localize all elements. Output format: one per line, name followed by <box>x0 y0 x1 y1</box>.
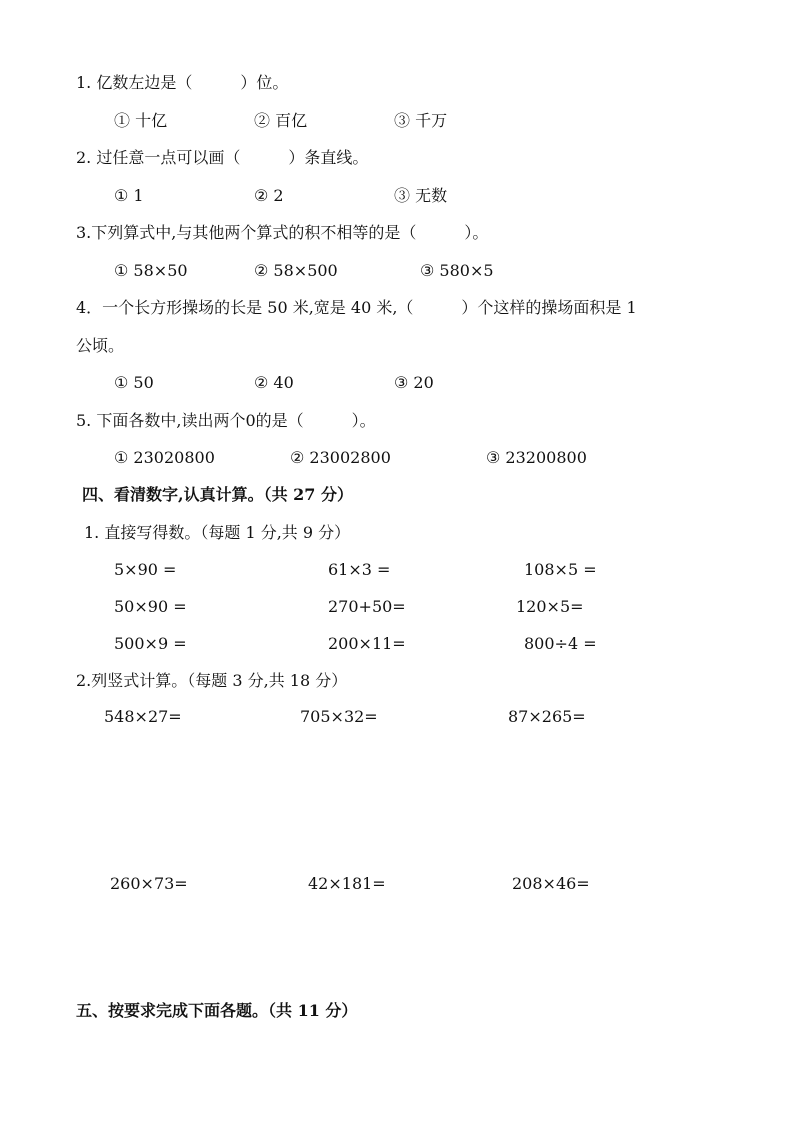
question-1-option-b: ② 百亿 <box>254 111 308 130</box>
part-1-title: 1. 直接写得数。（每题 1 分,共 9 分） <box>84 523 351 542</box>
question-1-option-a: ① 十亿 <box>114 111 168 130</box>
oral-calc-item: 108×5 = <box>524 560 597 579</box>
section-5-heading: 五、按要求完成下面各题。（共 11 分） <box>76 1001 358 1020</box>
question-4-option-c: ③ 20 <box>394 373 434 392</box>
vertical-calc-item: 208×46= <box>512 874 590 893</box>
question-5-option-b: ② 23002800 <box>290 448 391 467</box>
oral-calc-item: 61×3 = <box>328 560 391 579</box>
oral-calc-item: 500×9 = <box>114 634 187 653</box>
question-3-option-a: ① 58×50 <box>114 261 188 280</box>
question-3-stem: 3.下列算式中,与其他两个算式的积不相等的是（ ）。 <box>76 223 489 242</box>
question-2-option-b: ② 2 <box>254 186 284 205</box>
vertical-calc-item: 705×32= <box>300 707 378 726</box>
vertical-calc-item: 548×27= <box>104 707 182 726</box>
vertical-calc-item: 42×181= <box>308 874 386 893</box>
question-1-stem: 1. 亿数左边是（ ）位。 <box>76 73 289 92</box>
section-4-heading: 四、看清数字,认真计算。（共 27 分） <box>82 485 353 504</box>
oral-calc-item: 800÷4 = <box>524 634 597 653</box>
question-2-stem: 2. 过任意一点可以画（ ）条直线。 <box>76 148 369 167</box>
oral-calc-item: 270+50= <box>328 597 406 616</box>
oral-calc-item: 200×11= <box>328 634 406 653</box>
oral-calc-item: 50×90 = <box>114 597 187 616</box>
oral-calc-item: 5×90 = <box>114 560 177 579</box>
question-3-option-b: ② 58×500 <box>254 261 338 280</box>
question-5-option-a: ① 23020800 <box>114 448 215 467</box>
question-4-option-a: ① 50 <box>114 373 154 392</box>
question-2-option-a: ① 1 <box>114 186 144 205</box>
vertical-calc-item: 87×265= <box>508 707 586 726</box>
question-4-stem-line2: 公顷。 <box>76 336 125 355</box>
vertical-calc-item: 260×73= <box>110 874 188 893</box>
question-4-stem-line1: 4．一个长方形操场的长是 50 米,宽是 40 米,（ ）个这样的操场面积是 1 <box>76 298 637 317</box>
question-5-stem: 5. 下面各数中,读出两个0的是（ ）。 <box>76 411 376 430</box>
question-5-option-c: ③ 23200800 <box>486 448 587 467</box>
question-3-option-c: ③ 580×5 <box>420 261 494 280</box>
question-2-option-c: ③ 无数 <box>394 186 448 205</box>
question-4-option-b: ② 40 <box>254 373 294 392</box>
part-2-title: 2.列竖式计算。（每题 3 分,共 18 分） <box>76 671 348 690</box>
question-1-option-c: ③ 千万 <box>394 111 448 130</box>
oral-calc-item: 120×5= <box>516 597 584 616</box>
